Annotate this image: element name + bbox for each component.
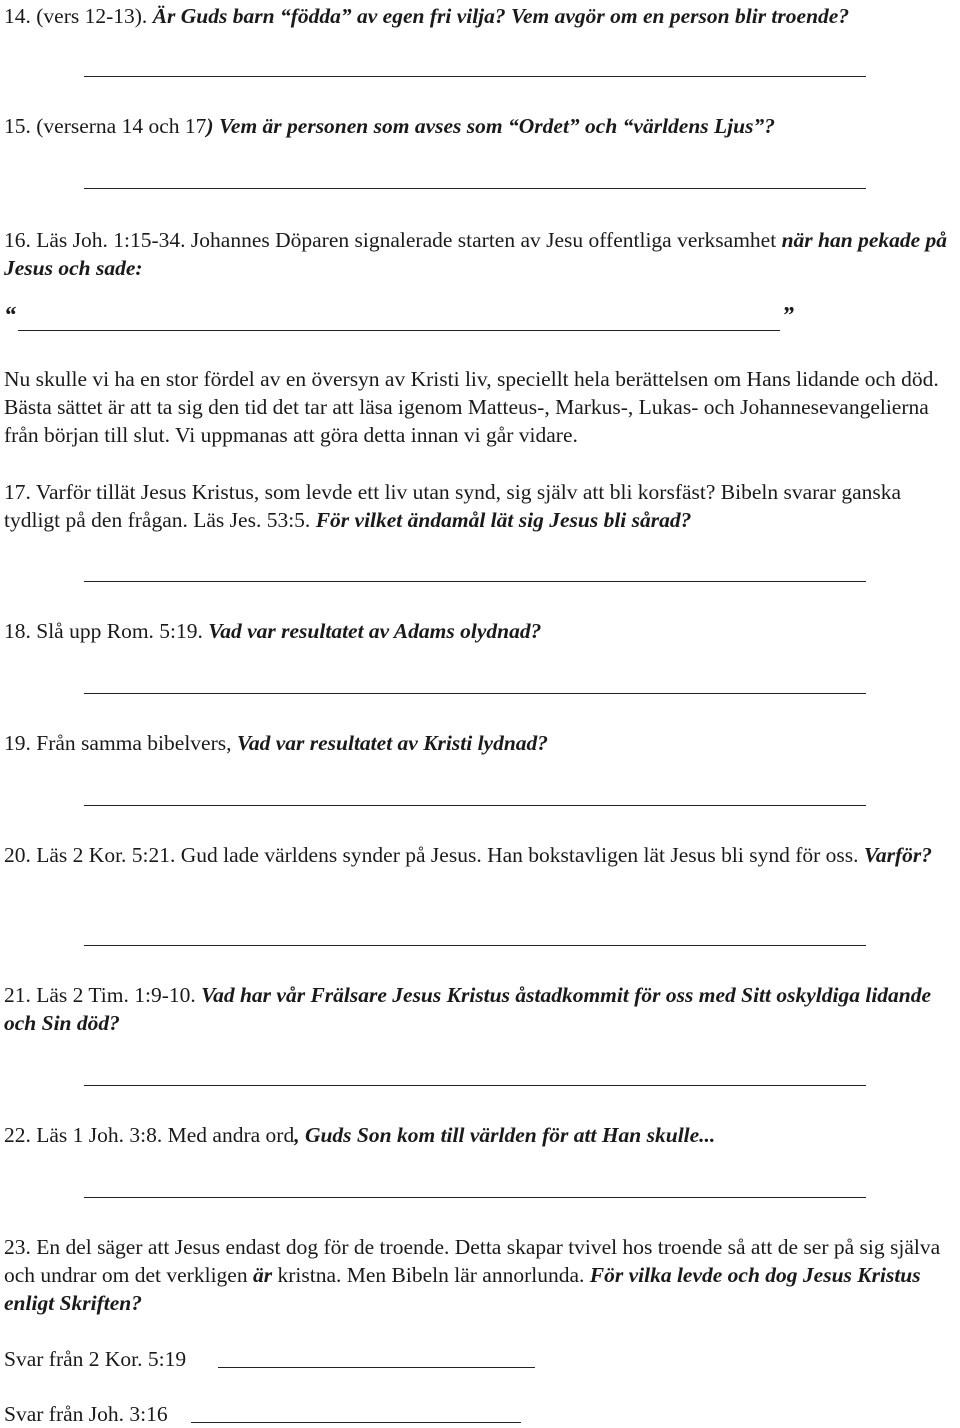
- close-quote-mark: ”: [782, 303, 794, 329]
- question-23-text-a: 23. En del säger att Jesus endast dog för de troende. Detta skapar tvivel hos troende så att de ser på sig själva och undrar om det verkligen: [4, 1235, 941, 1287]
- question-21: [4, 981, 956, 1037]
- answer-line-15[interactable]: [84, 188, 866, 189]
- answer-line-16[interactable]: [18, 330, 780, 331]
- answer-line-20[interactable]: [84, 945, 866, 946]
- answer-line-17[interactable]: [84, 581, 866, 582]
- question-20-ref: 20. Läs 2 Kor. 5:21. Gud lade världens synder på Jesus. Han bokstavligen lät Jesus bli synd för oss.: [4, 843, 864, 867]
- open-quote-mark: “: [4, 303, 16, 329]
- answer-label-joh: Svar från Joh. 3:16: [4, 1402, 168, 1426]
- answer-label-2-kor: Svar från 2 Kor. 5:19: [4, 1347, 187, 1371]
- question-18: [4, 617, 956, 645]
- answer-row-2-kor: [4, 1345, 956, 1373]
- question-14-prompt: Är Guds barn “födda” av egen fri vilja? Vem avgör om en person blir troende?: [152, 4, 850, 28]
- question-23-prompt: För vilka levde och dog Jesus Kristus enligt Skriften?: [4, 1263, 921, 1315]
- question-22: [4, 1121, 956, 1149]
- question-14: [4, 2, 956, 30]
- question-19-prompt: Vad var resultatet av Kristi lydnad?: [236, 731, 549, 755]
- answer-line-19[interactable]: [84, 805, 866, 806]
- question-16: [4, 226, 956, 282]
- question-23: [4, 1233, 956, 1317]
- question-15-ref: 15. (verserna 14 och 17: [4, 114, 207, 138]
- question-16-prompt: när han pekade på Jesus och sade:: [4, 228, 948, 280]
- question-22-prompt: , Guds Son kom till världen för att Han skulle...: [294, 1123, 716, 1147]
- question-19: [4, 729, 956, 757]
- question-16-ref: 16. Läs Joh. 1:15-34. Johannes Döparen signalerade starten av Jesu offentliga verksamhet: [4, 228, 782, 252]
- question-14-ref: 14. (vers 12-13).: [4, 4, 153, 28]
- question-17-ref: 17. Varför tillät Jesus Kristus, som levde ett liv utan synd, sig själv att bli korsfäst? Bibeln svarar ganska tydligt på den frågan. Läs Jes. 53:5.: [4, 480, 902, 532]
- question-23-emphasis-word: är: [252, 1263, 273, 1287]
- answer-line-2-kor[interactable]: [218, 1367, 535, 1368]
- question-17: [4, 478, 956, 534]
- answer-line-14[interactable]: [84, 76, 866, 77]
- question-21-prompt: Vad har vår Frälsare Jesus Kristus åstadkommit för oss med Sitt oskyldiga lidande och Sin död?: [4, 983, 932, 1035]
- question-20-prompt: Varför?: [863, 843, 932, 867]
- answer-row-joh: [4, 1400, 956, 1428]
- question-15-prompt: ) Vem är personen som avses som “Ordet” och “världens Ljus”?: [206, 114, 775, 138]
- question-20: [4, 841, 956, 869]
- answer-line-joh[interactable]: [191, 1422, 521, 1423]
- question-15: [4, 112, 956, 140]
- question-18-ref: 18. Slå upp Rom. 5:19.: [4, 619, 209, 643]
- question-22-ref: 22. Läs 1 Joh. 3:8. Med andra ord: [4, 1123, 295, 1147]
- question-18-prompt: Vad var resultatet av Adams olydnad?: [208, 619, 542, 643]
- question-17-prompt: För vilket ändamål lät sig Jesus bli sårad?: [315, 508, 692, 532]
- question-19-ref: 19. Från samma bibelvers,: [4, 731, 237, 755]
- intro-paragraph: Nu skulle vi ha en stor fördel av en översyn av Kristi liv, speciellt hela berättelsen om Hans lidande och död. Bästa sättet är att ta sig den tid det tar att läsa igenom Matteus-, Markus-, Lukas- och Johannesevangelierna från början till slut. Vi uppmanas att göra detta innan vi går vidare.: [4, 367, 939, 447]
- answer-line-22[interactable]: [84, 1197, 866, 1198]
- answer-line-21[interactable]: [84, 1085, 866, 1086]
- question-21-ref: 21. Läs 2 Tim. 1:9-10.: [4, 983, 202, 1007]
- question-23-text-b: kristna. Men Bibeln lär annorlunda.: [272, 1263, 590, 1287]
- answer-line-18[interactable]: [84, 693, 866, 694]
